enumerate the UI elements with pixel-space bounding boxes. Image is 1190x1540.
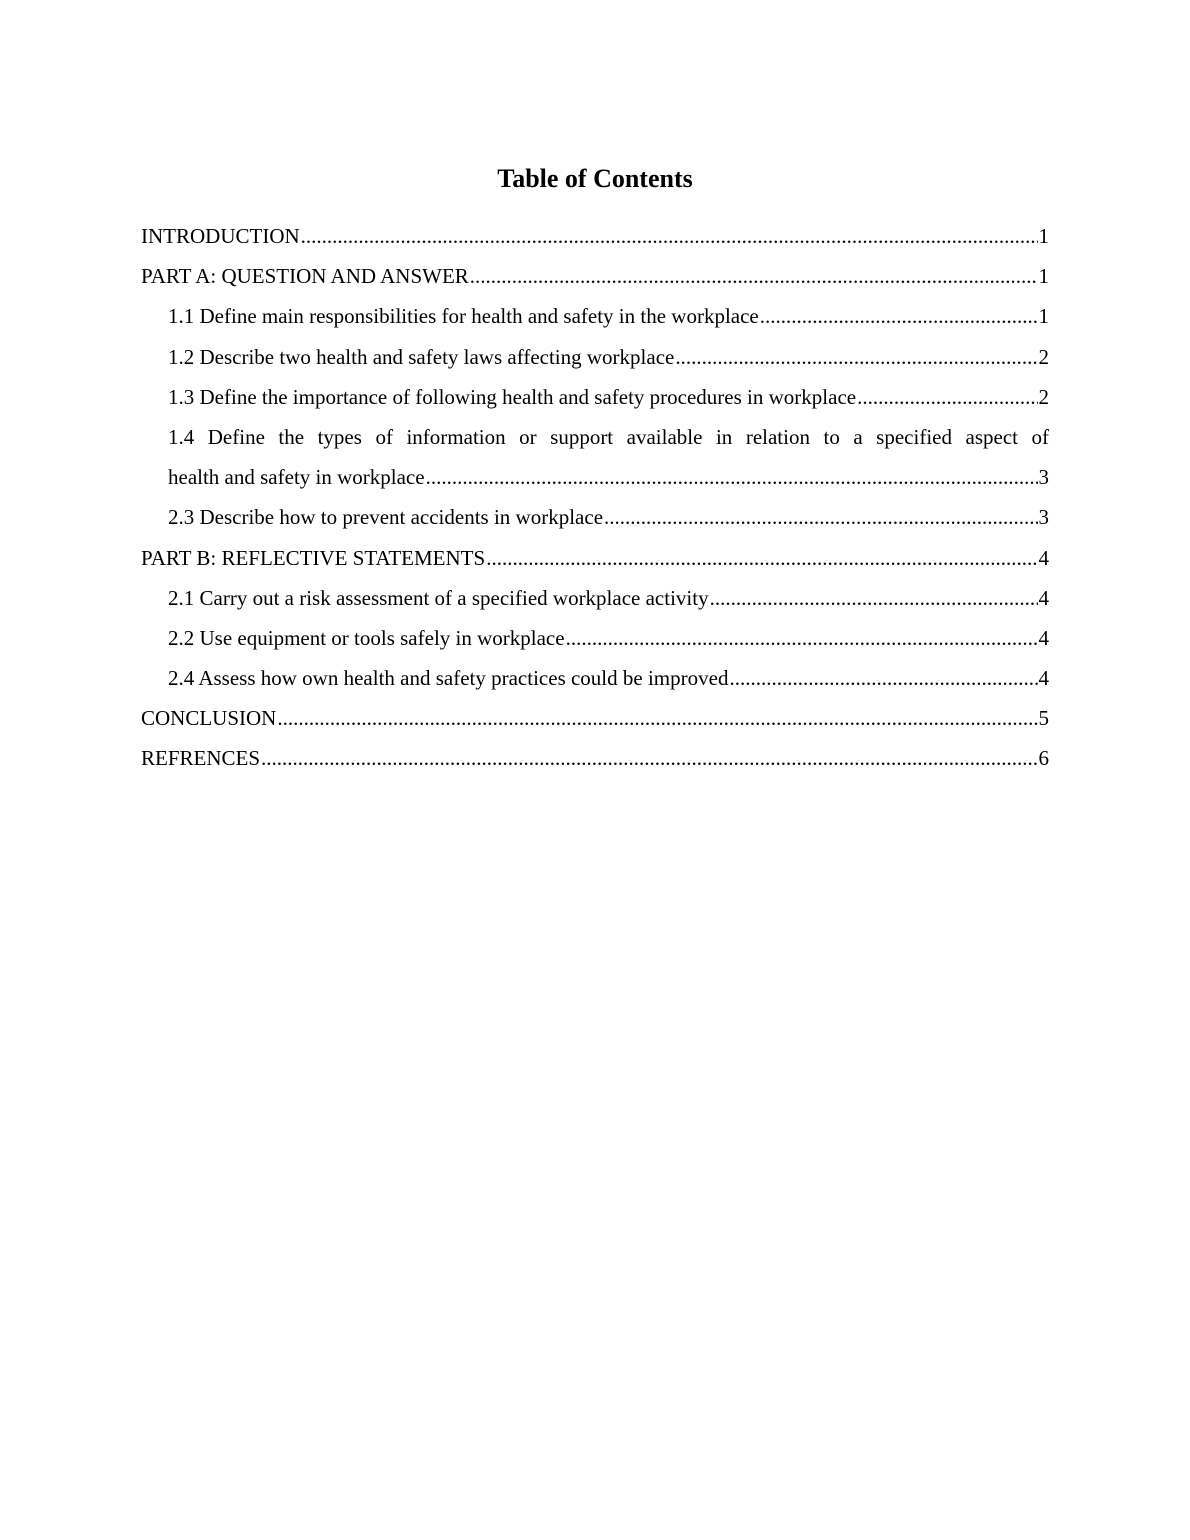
toc-entry-1-4[interactable] <box>141 417 1049 497</box>
toc-entry-2-2[interactable] <box>141 618 1049 658</box>
toc-page-number: 1 <box>1038 224 1049 248</box>
dot-leader <box>857 377 1037 417</box>
toc-entry-1-2[interactable] <box>141 337 1049 377</box>
dot-leader <box>486 538 1037 578</box>
toc-entry-introduction[interactable] <box>141 216 1049 256</box>
toc-page-number: 1 <box>1038 304 1049 329</box>
table-of-contents <box>141 216 1049 779</box>
toc-page-number: 3 <box>1038 465 1049 490</box>
toc-entry-label: 2.2 Use equipment or tools safely in workplace <box>168 625 565 650</box>
dot-leader <box>301 216 1038 256</box>
toc-entry-label: 2.1 Carry out a risk assessment of a specified workplace activity <box>168 585 709 610</box>
toc-title: Table of Contents <box>497 164 693 193</box>
toc-entry-label: PART A: QUESTION AND ANSWER <box>141 264 469 289</box>
toc-entry-label: PART B: REFLECTIVE STATEMENTS <box>141 545 486 570</box>
toc-page-number: 4 <box>1038 625 1049 650</box>
toc-page-number: 4 <box>1038 545 1049 570</box>
toc-entry-1-3[interactable] <box>141 377 1049 417</box>
toc-entry-part-a[interactable] <box>141 256 1049 296</box>
toc-entry-label: 2.3 Describe how to prevent accidents in workplace <box>168 505 604 530</box>
toc-entry-conclusion[interactable] <box>141 698 1049 738</box>
dot-leader <box>426 457 1038 497</box>
toc-entry-references[interactable] <box>141 738 1049 778</box>
toc-entry-label-line-2: health and safety in workplace <box>168 465 425 490</box>
toc-entry-label: 1.2 Describe two health and safety laws affecting workplace <box>168 344 675 369</box>
toc-entry-2-1[interactable] <box>141 578 1049 618</box>
dot-leader <box>760 296 1038 336</box>
toc-page-number: 5 <box>1038 706 1049 731</box>
dot-leader <box>604 497 1037 537</box>
toc-page-number: 2 <box>1038 344 1049 369</box>
toc-page-number: 2 <box>1038 384 1049 409</box>
dot-leader <box>470 256 1038 296</box>
toc-entry-label: INTRODUCTION <box>141 224 300 248</box>
toc-entry-2-4[interactable] <box>141 658 1049 698</box>
dot-leader <box>277 698 1037 738</box>
dot-leader <box>729 658 1037 698</box>
toc-entry-2-3[interactable] <box>141 497 1049 537</box>
toc-entry-label: 2.4 Assess how own health and safety practices could be improved <box>168 666 729 691</box>
dot-leader <box>675 337 1037 377</box>
toc-entry-label: 1.3 Define the importance of following health and safety procedures in workplace <box>168 384 857 409</box>
toc-page-number: 4 <box>1038 666 1049 691</box>
toc-entry-part-b[interactable] <box>141 538 1049 578</box>
toc-entry-label: CONCLUSION <box>141 706 277 731</box>
toc-page-number: 4 <box>1038 585 1049 610</box>
toc-entry-label: REFRENCES <box>141 746 261 771</box>
toc-page-number: 6 <box>1038 746 1049 771</box>
toc-page-number: 3 <box>1038 505 1049 530</box>
toc-entry-label-line-1: 1.4 Define the types of information or support available in relation to a specified aspect of <box>168 424 1049 449</box>
toc-entry-1-1[interactable] <box>141 296 1049 336</box>
toc-entry-label: 1.1 Define main responsibilities for health and safety in the workplace <box>168 304 759 329</box>
dot-leader <box>261 738 1037 778</box>
toc-page-number: 1 <box>1038 264 1049 289</box>
toc-entry-line-2 <box>168 457 1049 497</box>
dot-leader <box>710 578 1038 618</box>
dot-leader <box>566 618 1038 658</box>
